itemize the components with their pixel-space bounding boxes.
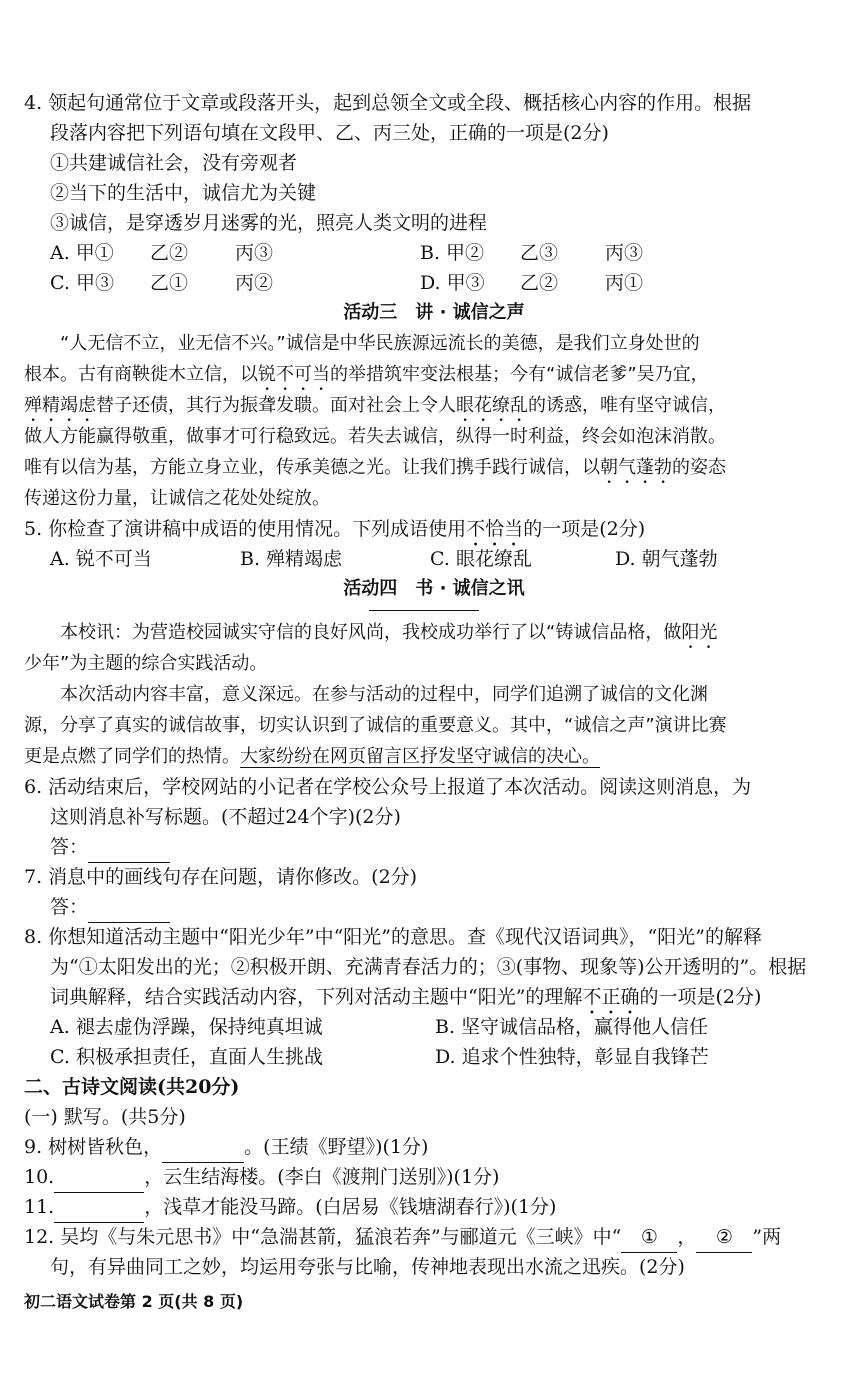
q5-options: [24, 544, 844, 574]
activity-3-heading: 活动三 讲 · 诚信之声: [343, 302, 525, 323]
section-2-subtitle: (一) 默写。(共5分): [24, 1106, 186, 1128]
q9: 9. 树树皆秋色， 。(王绩《野望》)(1分): [24, 1132, 844, 1162]
idiom-danjingjielv: 殚精竭虑: [24, 395, 96, 416]
q4-stem-line1: 4. 领起句通常位于文章或段落开头，起到总领全文或全段、概括核心内容的作用。根据: [24, 92, 752, 114]
q8-stem-line1: 8. 你想知道活动主题中“阳光少年”中“阳光”的意思。查《现代汉语词典》，“阳光”的解释: [24, 926, 762, 948]
q4-options-row1: [24, 238, 844, 268]
q4-option-b[interactable]: B. 甲② 乙③ 丙③: [420, 242, 644, 264]
q5-emphasis: 不恰当: [466, 518, 524, 540]
q5-stem: 5. 你检查了演讲稿中成语的使用情况。下列成语使用不恰当的一项是(2分): [24, 518, 646, 540]
q8-option-a[interactable]: A. 褪去虚伪浮躁，保持纯真坦诚: [50, 1016, 323, 1038]
q7-answer-blank[interactable]: [88, 892, 170, 923]
speech-line-5: 唯有以信为基，方能立身立业，传承美德之光。让我们携手践行诚信，以朝气蓬勃的姿态: [24, 457, 726, 478]
q8-stem-line2: 为“①太阳发出的光；②积极开朗、充满青春活力的；③(事物、现象等)公开透明的”。根据: [50, 956, 807, 978]
section-2-title: 二、古诗文阅读(共20分): [24, 1076, 240, 1098]
idiom-yanhualiaoluan: 眼花缭乱: [456, 395, 528, 416]
q10: 10. ，云生结海楼。(李白《渡荆门送别》)(1分): [24, 1162, 844, 1192]
speech-line-6: 传递这份力量，让诚信之花处处绽放。: [24, 488, 330, 509]
q6-stem-line2: 这则消息补写标题。(不超过24个字)(2分): [50, 806, 401, 828]
q4-stem-line2: 段落内容把下列语句填在文段甲、乙、丙三处，正确的一项是(2分): [50, 122, 609, 144]
q11-blank[interactable]: [54, 1192, 144, 1223]
q5-option-b[interactable]: B. 殚精竭虑: [240, 548, 343, 570]
q12-blank-2[interactable]: ②: [696, 1222, 752, 1253]
q6-answer-blank[interactable]: [88, 832, 170, 863]
q4-options-row2: [24, 268, 844, 298]
q4-sentence-2: ②当下的生活中，诚信尤为关键: [50, 182, 317, 204]
news-line-5: 更是点燃了同学们的热情。大家纷纷在网页留言区抒发坚守诚信的决心。: [24, 746, 600, 767]
news-line-4: 源，分享了真实的诚信故事，切实认识到了诚信的重要意义。其中，“诚信之声”演讲比赛: [24, 715, 727, 736]
q6-stem-line1: 6. 活动结束后，学校网站的小记者在学校公众号上报道了本次活动。阅读这则消息，为: [24, 776, 752, 798]
q4-sentence-1: ①共建诚信社会，没有旁观者: [50, 152, 298, 174]
q12-line1: 12. 吴均《与朱元思书》中“急湍甚箭，猛浪若奔”与郦道元《三峡》中“ ① ， ② ”两: [24, 1222, 844, 1252]
q8-option-b[interactable]: B. 坚守诚信品格，赢得他人信任: [435, 1016, 709, 1038]
news-line-3: 本次活动内容丰富，意义深远。在参与活动的过程中，同学们追溯了诚信的文化渊: [60, 684, 708, 705]
q5-option-d[interactable]: D. 朝气蓬勃: [615, 548, 718, 570]
news-line-2: 少年”为主题的综合实践活动。: [24, 653, 268, 674]
idiom-zhaoqipengbo: 朝气蓬勃: [600, 457, 672, 478]
q8-options-row2: [24, 1042, 844, 1072]
q12-line2: 句，有异曲同工之妙，均运用夸张与比喻，传神地表现出水流之迅疾。(2分): [50, 1256, 685, 1278]
speech-line-1: “人无信不立，业无信不兴。”诚信是中华民族源远流长的美德，是我们立身处世的: [60, 333, 700, 354]
underlined-sentence: 大家纷纷在网页留言区抒发坚守诚信的决心。: [240, 746, 600, 767]
q7-stem: 7. 消息中的画线句存在问题，请你修改。(2分): [24, 866, 418, 888]
q5-option-c[interactable]: C. 眼花缭乱: [430, 548, 532, 570]
speech-passage: [24, 328, 844, 514]
q6-answer: 答：: [24, 832, 844, 862]
q4-option-d[interactable]: D. 甲③ 乙② 丙①: [420, 272, 644, 294]
q8-option-d[interactable]: D. 追求个性独特，彰显自我锋芒: [435, 1046, 709, 1068]
q9-blank[interactable]: [162, 1132, 244, 1163]
q4-sentence-3: ③诚信，是穿透岁月迷雾的光，照亮人类文明的进程: [50, 212, 488, 234]
q7-answer: 答：: [24, 892, 844, 922]
q10-blank[interactable]: [54, 1162, 144, 1193]
speech-line-2: 根本。古有商鞅徙木立信，以锐不可当的举措筑牢变法根基；今有“诚信老爹”吴乃宜，: [24, 364, 709, 385]
question-4: [24, 88, 844, 298]
q5-option-a[interactable]: A. 锐不可当: [50, 548, 152, 570]
q8-emphasis: 不正确: [582, 986, 640, 1008]
q11: 11. ，浅草才能没马蹄。(白居易《钱塘湖春行》)(1分): [24, 1192, 844, 1222]
q12-blank-1[interactable]: ①: [621, 1222, 677, 1253]
activity-4-heading: 活动四 书 · 诚信之讯: [343, 578, 525, 599]
q4-option-c[interactable]: C. 甲③ 乙① 丙②: [50, 272, 274, 294]
q8-option-c[interactable]: C. 积极承担责任，直面人生挑战: [50, 1046, 323, 1068]
idiom-ruibukedang: 锐不可当: [258, 364, 330, 385]
q8-options-row1: [24, 1012, 844, 1042]
q8-stem-line3: 词典解释，结合实践活动内容，下列对活动主题中“阳光”的理解不正确的一项是(2分): [50, 986, 762, 1008]
exam-page: [24, 88, 844, 1282]
news-passage: [24, 617, 844, 772]
speech-line-4: 做人方能赢得敬重，做事才可行稳致远。若失去诚信，纵得一时利益，终会如泡沫消散。: [24, 426, 726, 447]
news-keyword-yangguang: 阳光: [681, 622, 718, 643]
speech-line-3: 殚精竭虑替子还债，其行为振聋发聩。面对社会上令人眼花缭乱的诱惑，唯有坚守诚信，: [24, 395, 726, 416]
page-footer: 初二语文试卷第 2 页(共 8 页): [24, 1292, 244, 1311]
heading-rule: [369, 610, 479, 611]
news-line-1: 本校讯：为营造校园诚实守信的良好风尚，我校成功举行了以“铸诚信品格，做阳光: [60, 622, 718, 643]
q4-option-a[interactable]: A. 甲① 乙② 丙③: [50, 242, 274, 264]
